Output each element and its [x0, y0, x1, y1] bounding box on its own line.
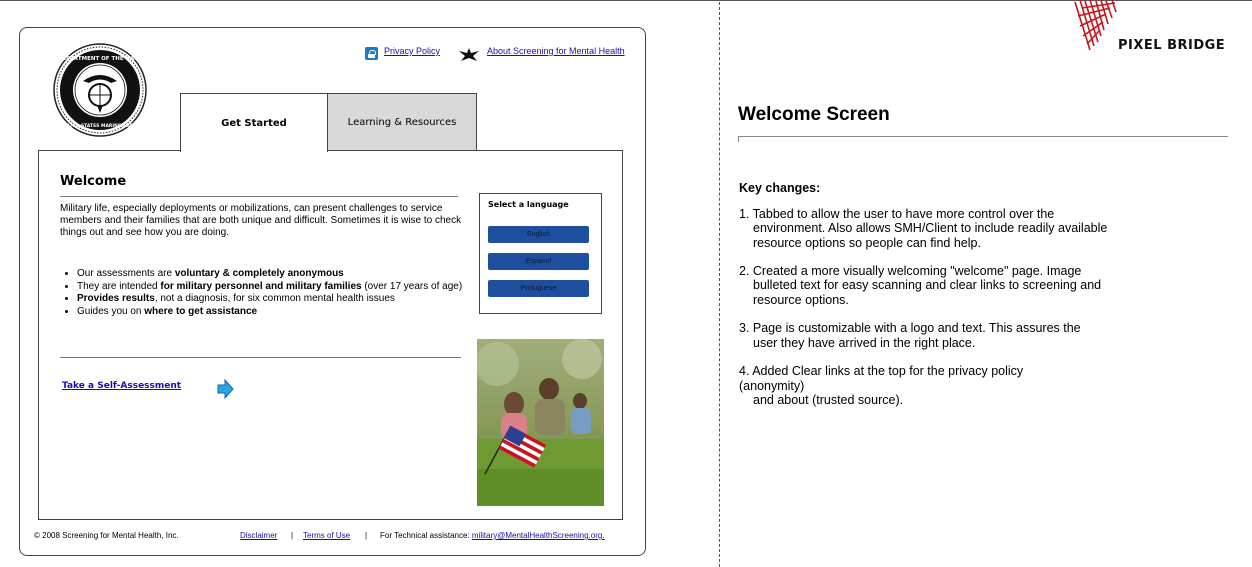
list-item: 1. Tabbed to allow the user to have more control over the environment. Also allows SMH/Client to include readily available resource options so people can find help. — [739, 207, 1108, 250]
footer-separator: | — [291, 531, 294, 540]
about-link-wrap — [487, 46, 625, 56]
privacy-link-wrap — [384, 46, 440, 56]
navy-seal-logo — [53, 43, 147, 137]
lock-icon — [365, 47, 378, 60]
support-email-link[interactable]: military@MentalHealthScreening.org. — [471, 531, 605, 540]
list-item: • They are intended for military personnel and military families (over 17 years of age) — [77, 281, 481, 294]
list-item: 3. Page is customizable with a logo and text. This assures the user they have arrived in the right place. — [739, 321, 1081, 350]
footer-tech-assistance — [380, 531, 605, 540]
screen-title: Welcome Screen — [738, 104, 890, 125]
list-item: • Guides you on where to get assistance — [77, 306, 481, 319]
eagle-icon — [458, 46, 480, 63]
welcome-heading: Welcome — [60, 174, 127, 189]
language-espanol-button[interactable]: Espanol — [488, 253, 589, 270]
footer-disclaimer-wrap — [240, 531, 277, 540]
privacy-policy-link[interactable]: Privacy Policy — [384, 46, 441, 56]
key-changes-list — [739, 207, 1109, 421]
family-flag-photo — [477, 339, 604, 506]
footer-terms-wrap — [303, 531, 350, 540]
language-selector — [479, 193, 602, 314]
language-english-button[interactable]: English — [488, 226, 589, 243]
footer-separator: | — [365, 531, 368, 540]
language-selector-title: Select a language — [488, 200, 569, 209]
take-self-assessment-link[interactable]: Take a Self-Assessment — [62, 381, 182, 391]
terms-of-use-link[interactable]: Terms of Use — [303, 531, 351, 540]
tab-get-started[interactable] — [180, 93, 328, 152]
tab-learning-resources-label: Learning & Resources — [347, 116, 457, 128]
welcome-divider — [60, 196, 458, 197]
list-item: • Provides results, not a diagnosis, for six common mental health issues — [77, 293, 481, 306]
list-item: 4. Added Clear links at the top for the privacy policy (anonymity) and about (trusted source). — [739, 364, 1024, 407]
list-item: • Our assessments are voluntary & completely anonymous — [77, 268, 481, 281]
tech-assistance-label: For Technical assistance: — [380, 531, 470, 540]
panel-divider — [719, 2, 720, 567]
arrow-right-icon[interactable] — [217, 379, 234, 399]
title-divider-tick — [738, 136, 739, 142]
welcome-intro-text: Military life, especially deployments or mobilizations, can present challenges to service members and their families that are both unique and difficult. Sometimes it is wise to check things out and see how you are doing. — [60, 203, 462, 238]
list-item: 2. Created a more visually welcoming "welcome" page. Image bulleted text for easy scanning and clear links to screening and resource options. — [739, 264, 1102, 307]
disclaimer-link[interactable]: Disclaimer — [240, 531, 278, 540]
section-divider — [60, 357, 461, 358]
tab-get-started-label: Get Started — [221, 117, 287, 129]
title-divider — [738, 136, 1228, 137]
feature-bullet-list — [60, 268, 481, 318]
footer-copyright: © 2008 Screening for Mental Health, Inc. — [34, 531, 179, 540]
tab-learning-resources[interactable] — [327, 93, 477, 151]
language-portuguese-button[interactable]: Portuguese — [488, 280, 589, 297]
key-changes-heading: Key changes: — [739, 181, 821, 195]
top-border — [0, 0, 1252, 1]
svg-text:DEPARTMENT OF THE NAVY: DEPARTMENT OF THE NAVY — [57, 56, 143, 62]
brand-name: PIXEL BRIDGE — [1118, 38, 1226, 53]
about-screening-link[interactable]: About Screening for Mental Health — [487, 46, 625, 56]
svg-text:UNITED STATES MARINE CORPS: UNITED STATES MARINE CORPS — [60, 124, 140, 129]
